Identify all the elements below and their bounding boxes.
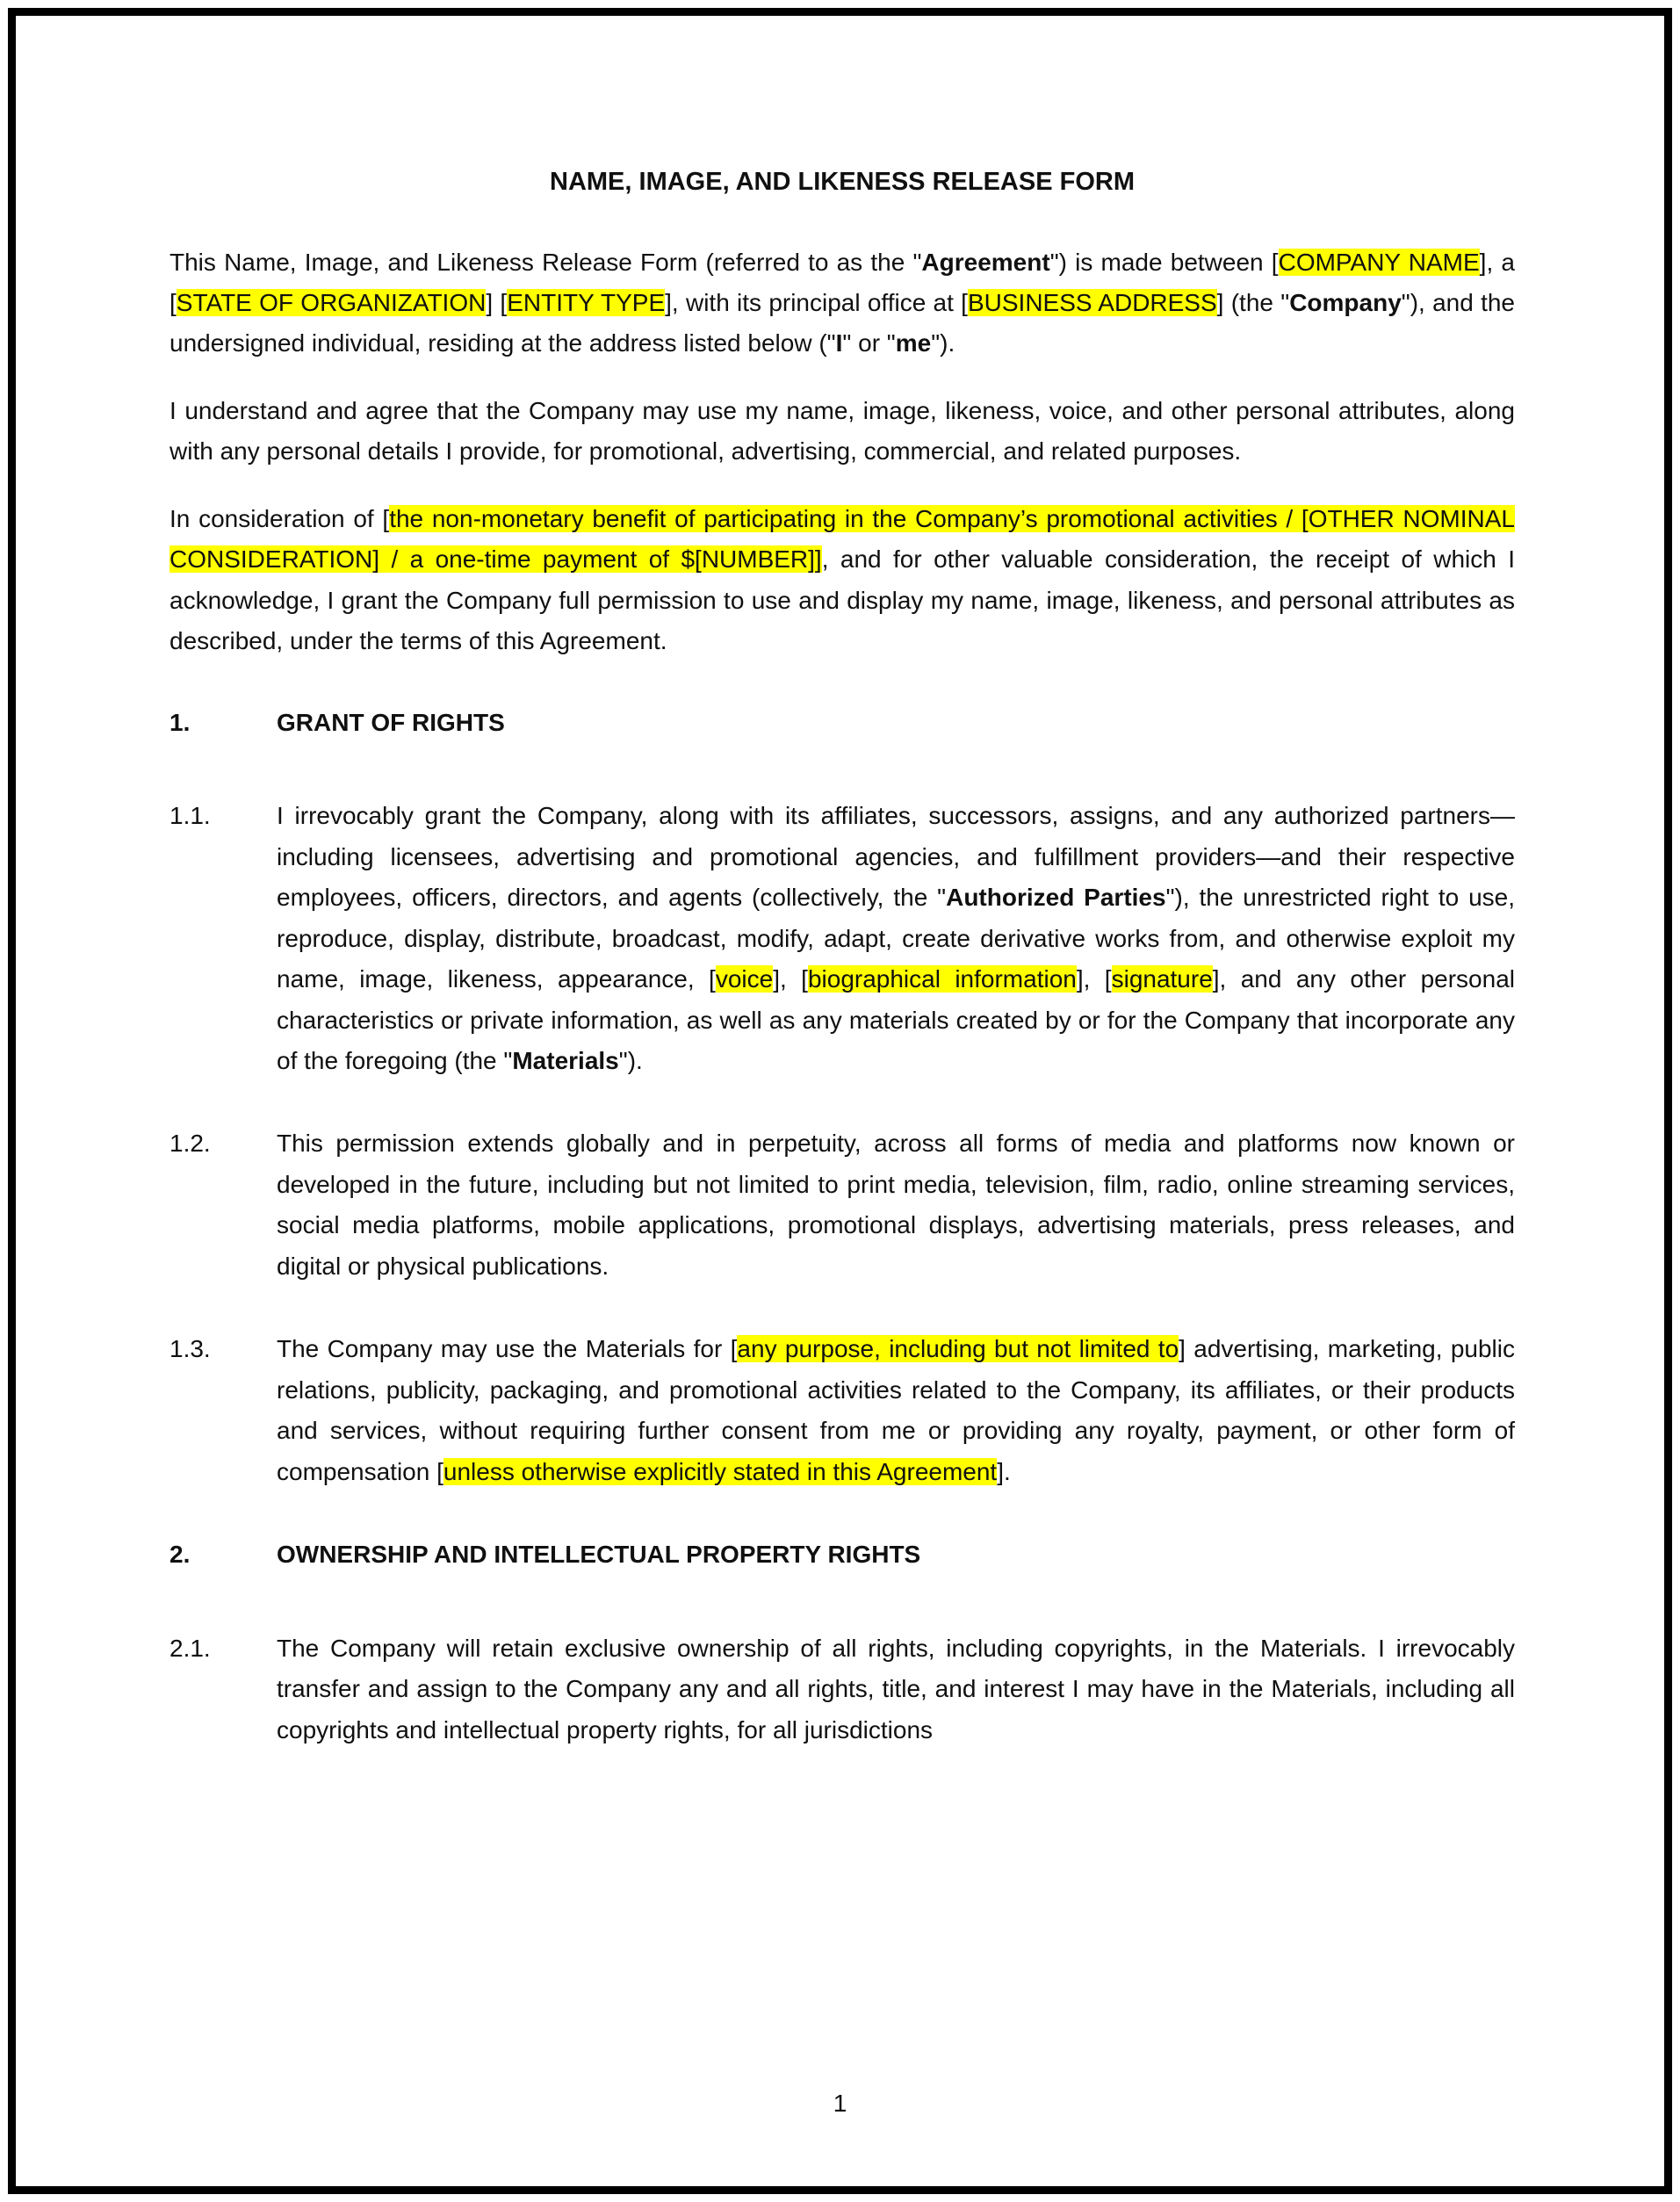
text-run: This Name, Image, and Likeness Release Form (referred to as the " — [169, 248, 922, 276]
clause-number: 1.3. — [169, 1335, 211, 1363]
highlighted-text: COMPANY NAME — [1278, 248, 1480, 276]
text-run: ] advertising, marketing, public relations, publicity, packaging, and promotional activities related to the Company, its affiliates, or their products and services, without requiring further consent from me or providing any royalty, payment, or other form of compensation [ — [277, 1335, 1515, 1485]
text-run: "), and the undersigned individual, residing at the address listed below (" — [169, 288, 1515, 357]
bold-text: Agreement — [921, 248, 1050, 276]
text-run: I understand and agree that the Company may use my name, image, likeness, voice, and other personal attributes, along with any personal details I provide, for promotional, advertising, commercial, and related purposes. — [169, 396, 1515, 466]
section-number: 2. — [169, 1541, 191, 1569]
bold-text: me — [895, 329, 932, 357]
highlighted-text: any purpose, including but not limited to — [737, 1335, 1179, 1363]
text-run: This permission extends globally and in perpetuity, across all forms of media and platforms now known or developed in the future, including but not limited to print media, television, film, radio, online streaming services, social media platforms, mobile applications, promotional displays, advertising materials, press releases, and digital or physical publications. — [277, 1130, 1515, 1280]
highlighted-text: voice — [715, 965, 774, 993]
page-number: 1 — [833, 2090, 847, 2117]
numbered-clause — [169, 1628, 1515, 1751]
bold-text: Materials — [512, 1047, 619, 1074]
text-run: ] [ — [486, 288, 508, 316]
text-run: "). — [618, 1047, 643, 1074]
text-run: , and for other valuable consideration, the receipt of which I acknowledge, I grant the Company full permission to use and display my name, image, likeness, and personal attributes as described, under the terms of this Agreement. — [169, 545, 1515, 655]
numbered-clause — [169, 1329, 1515, 1492]
paragraph — [169, 499, 1515, 662]
numbered-clause — [169, 1123, 1515, 1287]
text-run: ], with its principal office at [ — [665, 288, 968, 316]
text-run: " or " — [842, 329, 896, 357]
bold-text: I — [835, 329, 843, 357]
text-run: ], [ — [1076, 965, 1112, 993]
section-number: 1. — [169, 708, 191, 736]
text-run: ]. — [997, 1457, 1011, 1485]
clause-number: 1.1. — [169, 802, 211, 830]
section-heading — [169, 703, 1515, 743]
section-title: GRANT OF RIGHTS — [277, 708, 505, 736]
numbered-clause — [169, 796, 1515, 1081]
clause-number: 1.2. — [169, 1130, 211, 1158]
text-run: The Company may use the Materials for [ — [277, 1335, 738, 1363]
text-run: "), the unrestricted right to use, reproduce, display, distribute, broadcast, modify, adapt, create derivative works from, and otherwise exploit my name, image, likeness, appearance, [ — [277, 884, 1515, 993]
paragraph — [169, 391, 1515, 473]
highlighted-text: STATE OF ORGANIZATION — [176, 288, 487, 316]
document-blocks — [169, 242, 1515, 1751]
bold-text: Authorized Parties — [946, 884, 1166, 912]
section-heading — [169, 1534, 1515, 1575]
document-title: NAME, IMAGE, AND LIKENESS RELEASE FORM — [550, 168, 1135, 196]
highlighted-text: signature — [1111, 965, 1213, 993]
text-run: I irrevocably grant the Company, along with its affiliates, successors, assigns, and any authorized partners—including licensees, advertising and promotional agencies, and fulfillment providers—and their respective employees, officers, directors, and agents (collectively, the " — [277, 802, 1515, 912]
text-run: ] (the " — [1216, 288, 1290, 316]
text-run: In consideration of [ — [169, 504, 390, 532]
text-run: "). — [931, 329, 955, 357]
text-run: ") is made between [ — [1049, 248, 1279, 276]
bold-text: Company — [1289, 288, 1402, 316]
text-run: The Company will retain exclusive ownership of all rights, including copyrights, in the Materials. I irrevocably transfer and assign to the Company any and all rights, title, and interest I may have in the Materials, including all copyrights and intellectual property rights, for all jurisdictions — [277, 1634, 1515, 1744]
text-run: ], and any other personal characteristics or private information, as well as any materials created by or for the Company that incorporate any of the foregoing (the " — [277, 965, 1515, 1074]
text-run: ], a [ — [169, 248, 1515, 316]
document-content — [169, 163, 1515, 1793]
clause-number: 2.1. — [169, 1634, 211, 1662]
section-title: OWNERSHIP AND INTELLECTUAL PROPERTY RIGHTS — [277, 1541, 921, 1569]
paragraph — [169, 242, 1515, 365]
highlighted-text: biographical information — [807, 965, 1077, 993]
highlighted-text: unless otherwise explicitly stated in this Agreement — [443, 1457, 998, 1485]
highlighted-text: the non-monetary benefit of participating in the Company’s promotional activities / [OTHER NOMINAL CONSIDERATION] / a one-time payment of $[NUMBER]] — [169, 504, 1515, 574]
highlighted-text: BUSINESS ADDRESS — [967, 288, 1217, 316]
highlighted-text: ENTITY TYPE — [507, 288, 666, 316]
text-run: ], [ — [773, 965, 808, 993]
